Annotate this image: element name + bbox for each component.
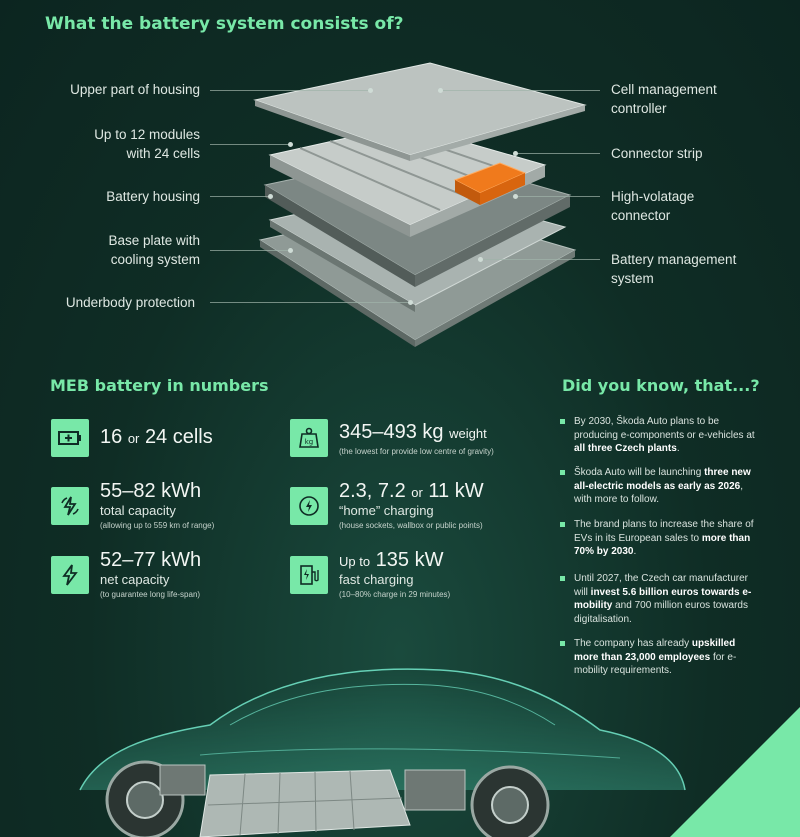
- stat-total-capacity-icon-box: [51, 487, 89, 525]
- plug-icon: [297, 494, 321, 518]
- battery-icon: [58, 431, 82, 445]
- stat-weight: 345–493 kg weight: [339, 421, 487, 443]
- label-modules: Up to 12 modules with 24 cells: [94, 127, 200, 161]
- leader-dot: [288, 248, 293, 253]
- fact-item: Until 2027, the Czech car manufacturer will invest 5.6 billion euros towards e-mobility and 700 million euros towards digitalisation.: [560, 572, 755, 626]
- stat-total-capacity-note: (allowing up to 559 km of range): [100, 521, 215, 530]
- leader-line: [515, 153, 600, 154]
- stat-net-capacity-note: (to guarantee long life-span): [100, 590, 201, 599]
- leader-line: [210, 250, 290, 251]
- leader-dot: [513, 194, 518, 199]
- stat-net-capacity-icon-box: [51, 556, 89, 594]
- label-upper-housing: Upper part of housing: [70, 82, 200, 97]
- stat-weight-icon-box: [290, 419, 328, 457]
- leader-line: [210, 302, 410, 303]
- rear-wheel: [472, 767, 548, 837]
- stat-home-charging-label: “home” charging: [339, 503, 434, 518]
- leader-dot: [288, 142, 293, 147]
- leader-dot: [368, 88, 373, 93]
- battery-pack-floor: [200, 770, 410, 837]
- stat-fast-charging-icon-box: [290, 556, 328, 594]
- stat-weight-note: (the lowest for provide low centre of gravity): [339, 447, 494, 456]
- leader-dot: [478, 257, 483, 262]
- rear-motor: [405, 770, 465, 810]
- leader-dot: [408, 300, 413, 305]
- leader-line: [210, 90, 370, 91]
- label-cell-management: Cell management controller: [611, 82, 717, 116]
- stat-cells: 16 or 24 cells: [100, 426, 213, 448]
- leader-line: [210, 144, 290, 145]
- svg-text:kg: kg: [304, 438, 314, 446]
- weight-icon: [297, 426, 321, 450]
- leader-dot: [438, 88, 443, 93]
- leader-line: [480, 259, 600, 260]
- label-base-plate: Base plate with cooling system: [108, 233, 200, 267]
- stat-fast-charging: Up to 135 kW: [339, 549, 444, 571]
- numbers-title: MEB battery in numbers: [50, 376, 269, 395]
- leader-line: [210, 196, 270, 197]
- battery-exploded-illustration: [230, 55, 610, 350]
- stat-total-capacity-value: 55–82 kWh: [100, 480, 202, 502]
- label-connector-strip: Connector strip: [611, 146, 703, 161]
- stat-home-charging-icon-box: [290, 487, 328, 525]
- stat-fast-charging-label: fast charging: [339, 572, 414, 587]
- front-motor: [160, 765, 205, 795]
- bolt-cycle-icon: [58, 494, 82, 518]
- label-battery-housing: Battery housing: [106, 189, 200, 204]
- label-hv-connector: High-volatage connector: [611, 189, 695, 223]
- label-underbody: Underbody protection: [65, 295, 195, 310]
- stat-home-charging: 2.3, 7.2 or 11 kW: [339, 480, 484, 502]
- page-title: What the battery system consists of?: [45, 14, 404, 34]
- corner-accent-shape: [670, 707, 800, 837]
- stat-net-capacity-label: net capacity: [100, 572, 170, 587]
- fact-item: Škoda Auto will be launching three new all-electric models as early as 2026, with more to follow.: [560, 466, 755, 507]
- stat-fast-charging-note: (10–80% charge in 29 minutes): [339, 590, 451, 599]
- leader-line: [515, 196, 600, 197]
- did-you-know-title: Did you know, that...?: [562, 376, 760, 395]
- stat-battery-icon-box: [51, 419, 89, 457]
- fact-item: The brand plans to increase the share of EVs in its European sales to more than 70% by 2030.: [560, 518, 755, 559]
- charger-icon: [297, 563, 321, 587]
- label-bms: Battery management system: [611, 252, 737, 286]
- leader-dot: [268, 194, 273, 199]
- upper-housing-layer: [255, 63, 585, 155]
- bolt-icon: [58, 563, 82, 587]
- car-chassis-illustration: [60, 640, 700, 837]
- fact-item: By 2030, Škoda Auto plans to be producing e-components or e-vehicles at all three Czech plants.: [560, 415, 755, 456]
- stat-home-charging-note: (house sockets, wallbox or public points): [339, 521, 483, 530]
- stat-net-capacity-value: 52–77 kWh: [100, 549, 202, 571]
- stat-total-capacity-label: total capacity: [100, 503, 176, 518]
- leader-dot: [513, 151, 518, 156]
- leader-line: [440, 90, 600, 91]
- fact-item: The company has already upskilled more than 23,000 employees for e-mobility requirements.: [560, 637, 755, 678]
